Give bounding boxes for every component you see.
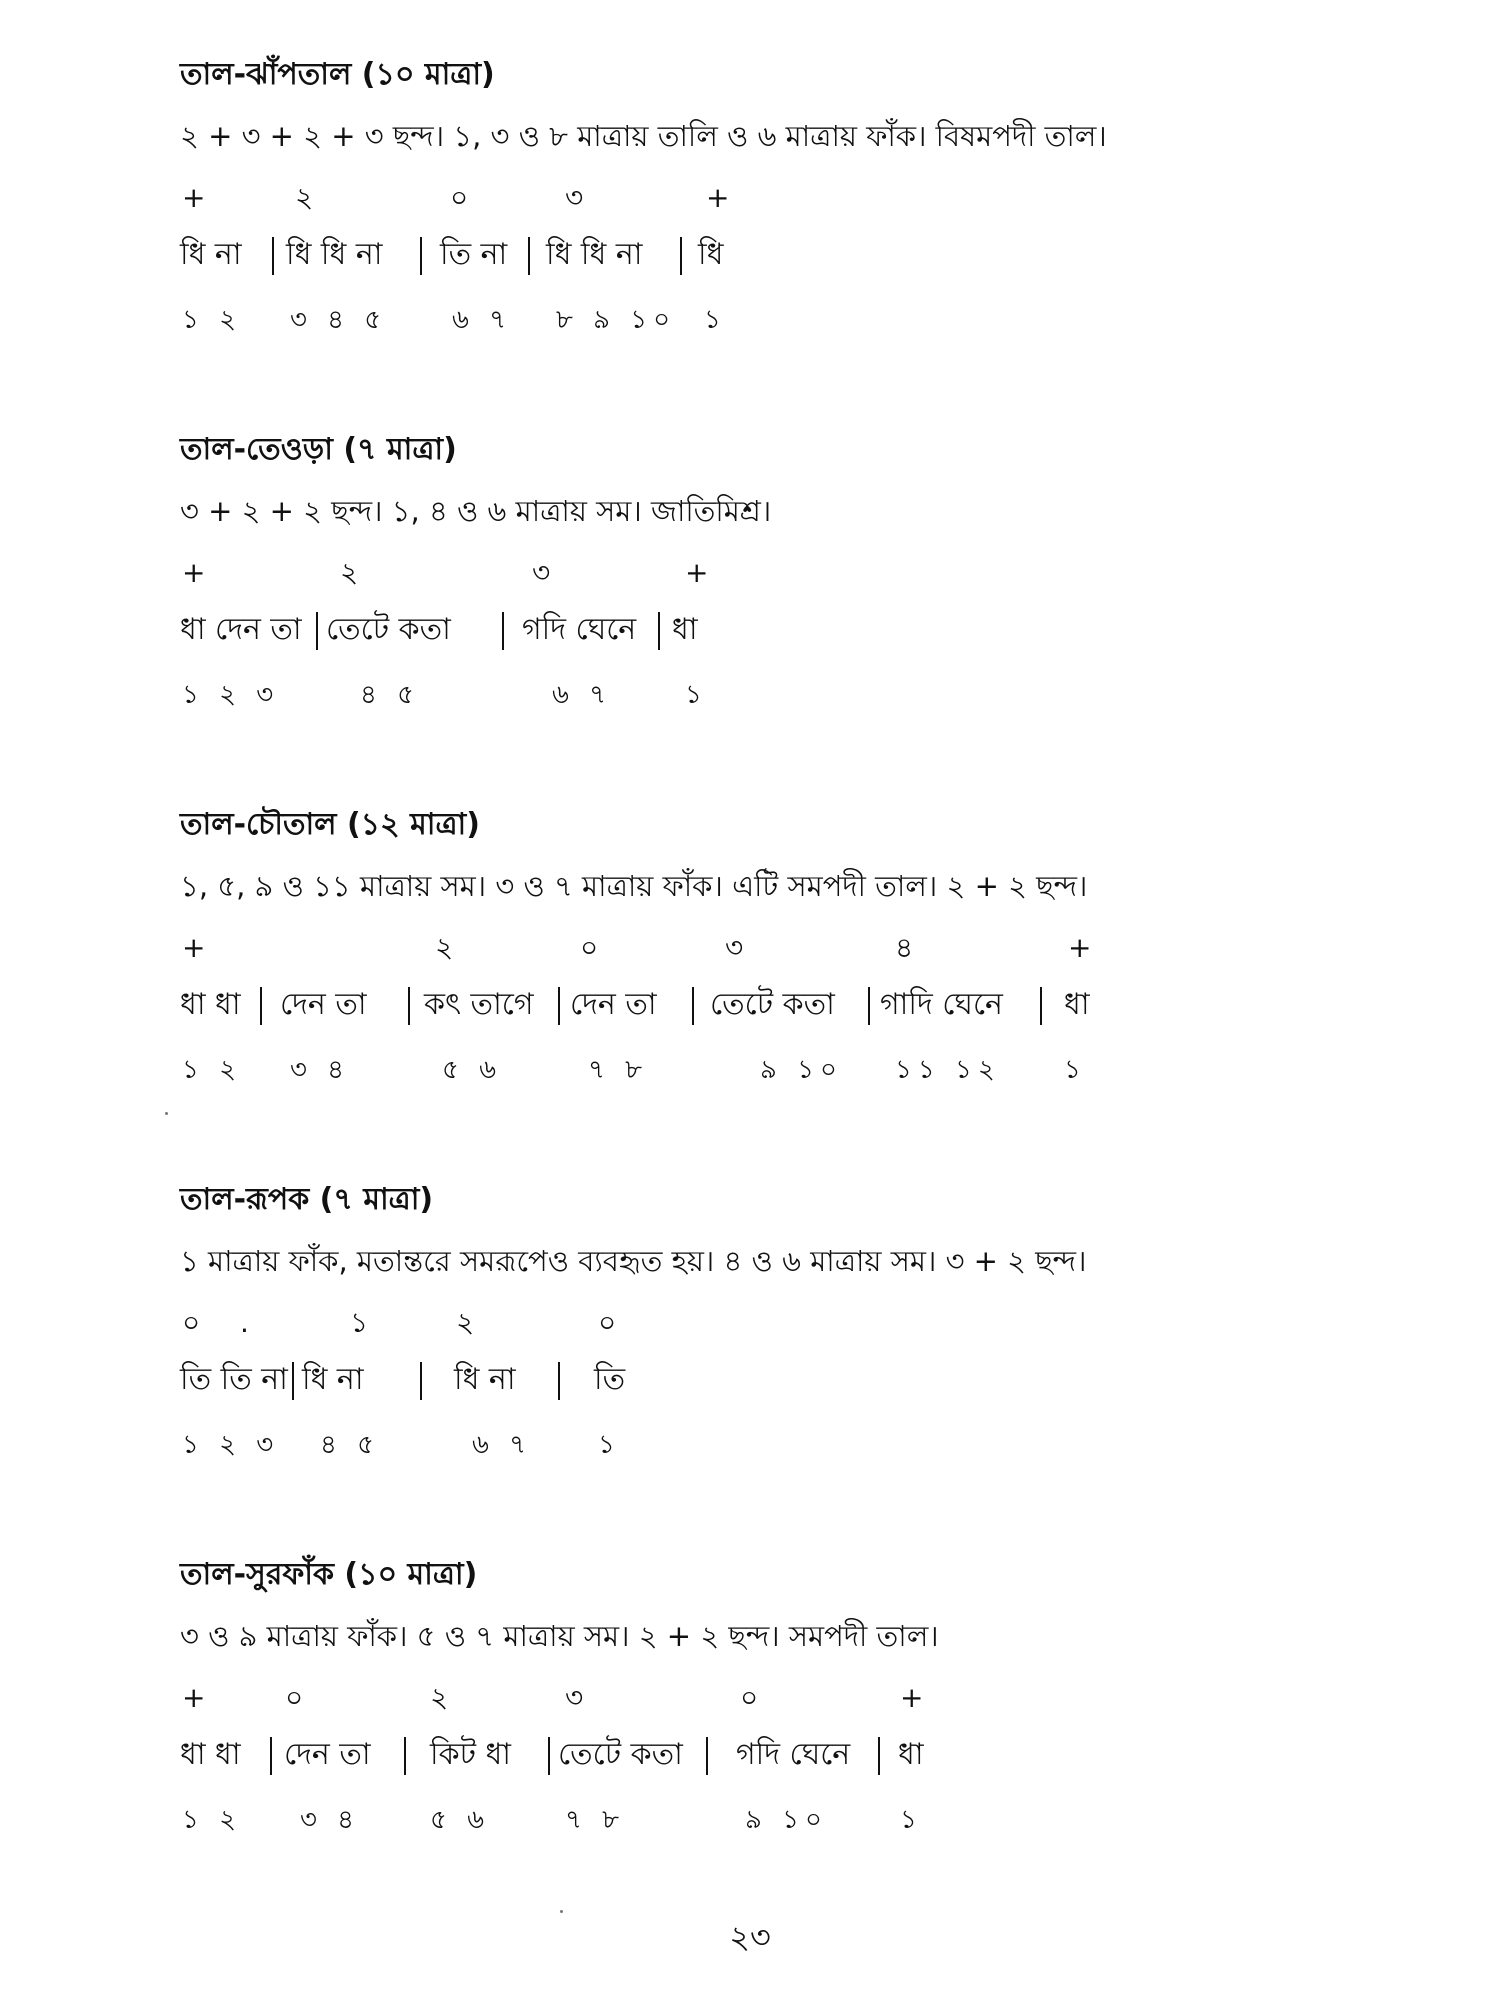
matra-numbers-row: [180, 1425, 1280, 1469]
bols-row: [180, 235, 1280, 279]
tala-mark: ০: [450, 181, 469, 214]
page-number: ২৩: [729, 1918, 771, 1956]
bol-group: ধা ধা: [180, 1737, 241, 1772]
matra-numbers-row: [180, 1050, 1280, 1094]
tala-mark: ৩: [532, 556, 551, 589]
vibhag-divider: [316, 612, 318, 650]
matra-numbers: ১: [598, 1430, 621, 1460]
vibhag-divider: [558, 1362, 560, 1400]
vibhag-divider: [272, 237, 274, 275]
section-description: ৩ + ২ + ২ ছন্দ। ১, ৪ ও ৬ মাত্রায় সম। জাতিমিশ্র।: [180, 494, 772, 528]
bol-group: কৎ তাগে: [424, 987, 534, 1022]
section-description: ৩ ও ৯ মাত্রায় ফাঁক। ৫ ও ৭ মাত্রায় সম। ২ + ২ ছন্দ। সমপদী তাল।: [180, 1619, 939, 1653]
vibhag-divider: [878, 1737, 880, 1775]
tala-mark: ৩: [565, 181, 584, 214]
bol-group: দেন তা: [284, 1737, 371, 1772]
matra-numbers: ১ ২ ৩: [182, 680, 280, 710]
bol-group: তি তি না: [180, 1362, 288, 1397]
tala-mark: +: [685, 556, 709, 589]
vibhag-divider: [706, 1737, 708, 1775]
matra-numbers: ৬ ৭: [452, 305, 513, 335]
tala-mark: .: [240, 1306, 249, 1339]
matra-numbers-row: [180, 675, 1280, 719]
tala-mark: ১: [350, 1306, 369, 1339]
section-description: ১ মাত্রায় ফাঁক, মতান্তরে সমরূপেও ব্যবহৃত হয়। ৪ ও ৬ মাত্রায় সম। ৩ + ২ ছন্দ।: [180, 1244, 1087, 1278]
bol-group: গাদি ঘেনে: [880, 987, 1003, 1022]
matra-numbers: ১ ২: [182, 1055, 243, 1085]
matra-numbers-row: [180, 300, 1280, 344]
matra-numbers: ৭ ৮: [565, 1805, 626, 1835]
matra-numbers: ৬ ৭: [472, 1430, 533, 1460]
tala-section-surfak: [180, 1550, 1280, 1880]
bol-group: তি: [594, 1362, 626, 1397]
tala-mark: +: [182, 1681, 206, 1714]
matra-numbers: ৬ ৭: [552, 680, 613, 710]
tala-mark: +: [182, 181, 206, 214]
bol-group: দেন তা: [570, 987, 657, 1022]
tala-mark: ০: [740, 1681, 759, 1714]
tala-mark: +: [900, 1681, 924, 1714]
bol-group: তেটে কতা: [558, 1737, 683, 1772]
bol-group: ধা: [898, 1737, 924, 1772]
matra-numbers: ৫ ৬: [430, 1805, 491, 1835]
bol-group: ধা ধা: [180, 987, 241, 1022]
vibhag-divider: [558, 987, 560, 1025]
vibhag-divider: [260, 987, 262, 1025]
vibhag-divider: [692, 987, 694, 1025]
matra-numbers: ১ ২: [182, 305, 243, 335]
tala-section-jhaptal: [180, 50, 1280, 380]
paper-speck: [560, 1910, 563, 1913]
tala-mark: ৪: [895, 931, 914, 964]
tala-mark: +: [1068, 931, 1092, 964]
vibhag-divider: [548, 1737, 550, 1775]
tala-marks-row: [180, 928, 1280, 972]
bol-group: ধি: [698, 237, 724, 272]
vibhag-divider: [270, 1737, 272, 1775]
matra-numbers: ১: [1064, 1055, 1087, 1085]
bol-group: কিট ধা: [430, 1737, 511, 1772]
matra-numbers: ১: [685, 680, 708, 710]
vibhag-divider: [420, 237, 422, 275]
section-title: তাল-তেওড়া (৭ মাত্রা): [180, 432, 457, 467]
bol-group: ধি ধি না: [286, 237, 383, 272]
tala-mark: ২: [295, 181, 314, 214]
bol-group: ধা: [1064, 987, 1090, 1022]
matra-numbers: ৩ ৪: [300, 1805, 361, 1835]
bol-group: ধি ধি না: [546, 237, 643, 272]
vibhag-divider: [408, 987, 410, 1025]
tala-section-rupak: [180, 1175, 1280, 1505]
section-description: ১, ৫, ৯ ও ১১ মাত্রায় সম। ৩ ও ৭ মাত্রায় ফাঁক। এটি সমপদী তাল। ২ + ২ ছন্দ।: [180, 869, 1088, 903]
matra-numbers: ১ ২ ৩: [182, 1430, 280, 1460]
vibhag-divider: [1040, 987, 1042, 1025]
tala-mark: ০: [598, 1306, 617, 1339]
section-description: ২ + ৩ + ২ + ৩ ছন্দ। ১, ৩ ও ৮ মাত্রায় তালি ও ৬ মাত্রায় ফাঁক। বিষমপদী তাল।: [180, 119, 1107, 153]
tala-marks-row: [180, 1303, 1280, 1347]
tala-mark: ২: [456, 1306, 475, 1339]
tala-section-teora: [180, 425, 1280, 755]
tala-section-chautal: [180, 800, 1280, 1130]
vibhag-divider: [502, 612, 504, 650]
bols-row: [180, 610, 1280, 654]
bol-group: গদি ঘেনে: [736, 1737, 851, 1772]
tala-mark: ০: [182, 1306, 201, 1339]
bol-group: তেটে কতা: [710, 987, 835, 1022]
matra-numbers: ৫ ৬: [442, 1055, 503, 1085]
bol-group: দেন তা: [280, 987, 367, 1022]
bols-row: [180, 1735, 1280, 1779]
tala-marks-row: [180, 553, 1280, 597]
vibhag-divider: [680, 237, 682, 275]
vibhag-divider: [404, 1737, 406, 1775]
matra-numbers: ১: [900, 1805, 923, 1835]
vibhag-divider: [292, 1362, 294, 1400]
tala-mark: +: [706, 181, 730, 214]
tala-mark: ২: [435, 931, 454, 964]
bols-row: [180, 1360, 1280, 1404]
paper-speck: [165, 1112, 168, 1115]
section-title: তাল-ঝাঁপতাল (১০ মাত্রা): [180, 57, 495, 92]
tala-mark: ২: [430, 1681, 449, 1714]
tala-mark: +: [182, 931, 206, 964]
matra-numbers: ৯ ১০: [745, 1805, 828, 1835]
bols-row: [180, 985, 1280, 1029]
tala-marks-row: [180, 178, 1280, 222]
matra-numbers: ৩ ৪: [290, 1055, 351, 1085]
tala-marks-row: [180, 1678, 1280, 1722]
matra-numbers: ৪ ৫: [320, 1430, 381, 1460]
matra-numbers: ১ ২: [182, 1805, 243, 1835]
matra-numbers: ৯ ১০: [760, 1055, 843, 1085]
section-title: তাল-সুরফাঁক (১০ মাত্রা): [180, 1557, 478, 1592]
tala-mark: ৩: [565, 1681, 584, 1714]
bol-group: তেটে কতা: [326, 612, 451, 647]
tala-mark: ০: [580, 931, 599, 964]
matra-numbers: ১: [704, 305, 727, 335]
bol-group: ধা দেন তা: [180, 612, 302, 647]
tala-mark: ৩: [725, 931, 744, 964]
vibhag-divider: [868, 987, 870, 1025]
bol-group: গদি ঘেনে: [522, 612, 637, 647]
matra-numbers: ১১ ১২: [895, 1055, 1001, 1085]
vibhag-divider: [420, 1362, 422, 1400]
vibhag-divider: [658, 612, 660, 650]
bol-group: তি না: [440, 237, 508, 272]
section-title: তাল-রূপক (৭ মাত্রা): [180, 1182, 434, 1217]
vibhag-divider: [528, 237, 530, 275]
matra-numbers: ৮ ৯ ১০: [556, 305, 677, 335]
tala-mark: ২: [340, 556, 359, 589]
matra-numbers-row: [180, 1800, 1280, 1844]
matra-numbers: ৭ ৮: [588, 1055, 649, 1085]
section-title: তাল-চৌতাল (১২ মাত্রা): [180, 807, 480, 842]
tala-mark: +: [182, 556, 206, 589]
bol-group: ধি না: [180, 237, 242, 272]
bol-group: ধা: [672, 612, 698, 647]
matra-numbers: ৩ ৪ ৫: [290, 305, 388, 335]
bol-group: ধি না: [302, 1362, 364, 1397]
matra-numbers: ৪ ৫: [360, 680, 421, 710]
tala-mark: ০: [285, 1681, 304, 1714]
bol-group: ধি না: [454, 1362, 516, 1397]
